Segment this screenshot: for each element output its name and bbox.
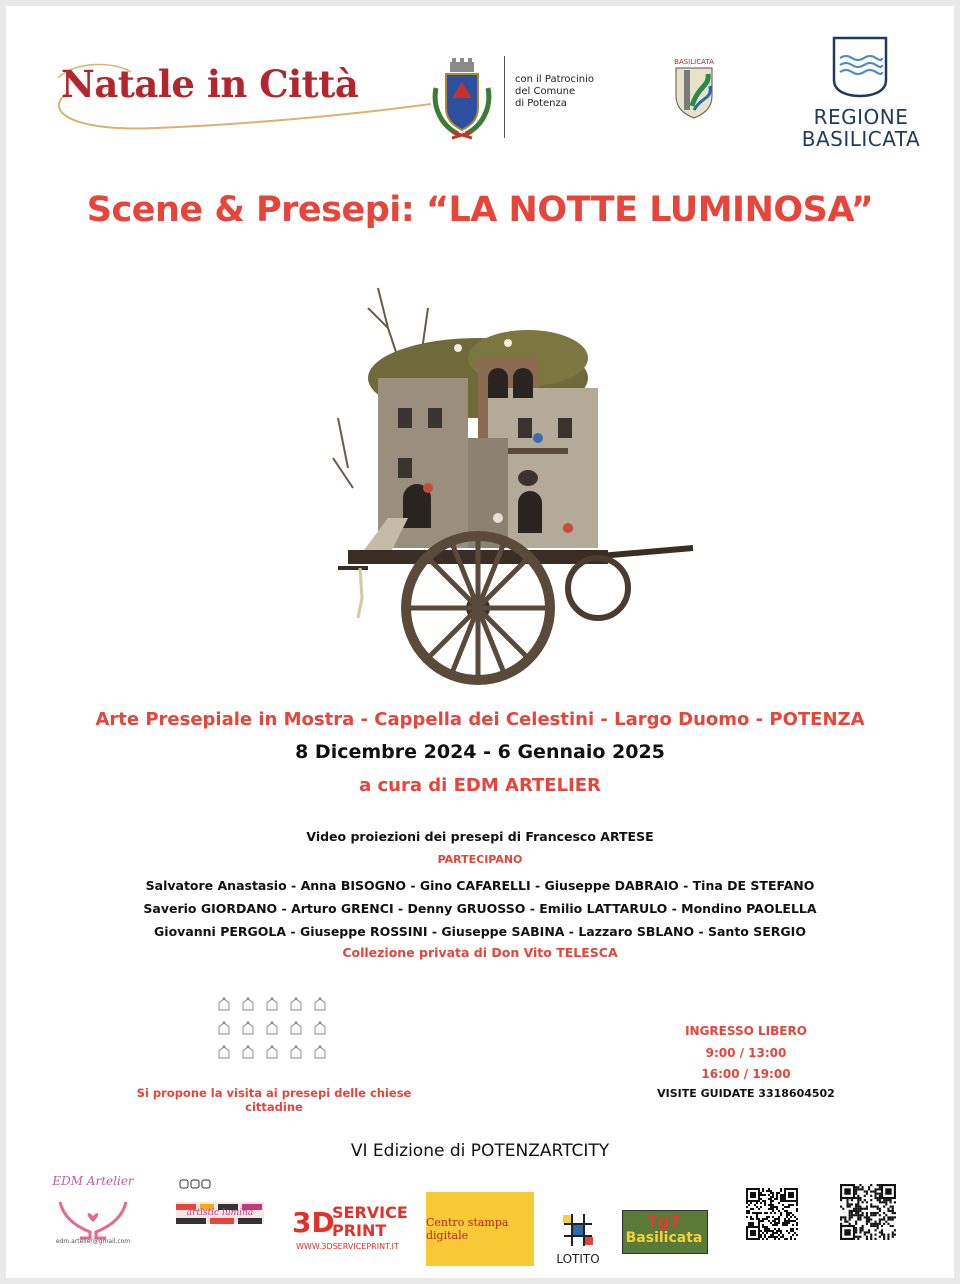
edm-signature: EDM Artelier	[52, 1174, 134, 1188]
video-credits: Video proiezioni dei presepi di Francesco ARTESE	[306, 829, 654, 844]
3d-service-print-big: 3D	[292, 1206, 335, 1239]
centro-stampa-text: Centro stampa digitale	[426, 1216, 509, 1242]
lotito-logo-icon	[560, 1212, 596, 1250]
edition-line: VI Edizione di POTENZARTCITY	[350, 1141, 610, 1161]
venue-line: Arte Presepiale in Mostra - Cappella dei Celestini - Largo Duomo - POTENZA	[95, 709, 865, 730]
guided-tours-phone: VISITE GUIDATE 3318604502	[657, 1087, 835, 1100]
church-icon	[260, 992, 284, 1016]
svg-text:BASILICATA: BASILICATA	[674, 58, 714, 66]
ingresso-libero: INGRESSO LIBERO	[685, 1024, 807, 1038]
exhibition-dates: 8 Dicembre 2024 - 6 Gennaio 2025	[295, 741, 665, 763]
lotito-text: LOTITO	[556, 1252, 600, 1266]
poster	[6, 6, 954, 1278]
participant-line: Saverio GIORDANO - Arturo GRENCI - Denny GRUOSSO - Emilio LATTARULO - Mondino PAOLELLA	[143, 901, 817, 916]
church-icon	[212, 1040, 236, 1064]
church-icon	[308, 1016, 332, 1040]
participant-names	[6, 874, 954, 943]
church-icon	[260, 1016, 284, 1040]
church-icon	[260, 1040, 284, 1064]
tg7-basilicata-text: Basilicata	[625, 1230, 703, 1246]
participant-line: Giovanni PERGOLA - Giuseppe ROSSINI - Giuseppe SABINA - Lazzaro SBLANO - Santo SERGIO	[154, 924, 806, 939]
church-icon	[236, 1016, 260, 1040]
church-icons-grid	[212, 992, 332, 1064]
qr-code-icon	[746, 1188, 798, 1240]
3d-service-print-url: WWW.3DSERVICEPRINT.IT	[296, 1242, 399, 1251]
tg7-text: Tg7	[647, 1212, 681, 1231]
church-icon	[212, 992, 236, 1016]
collezione-line: Collezione privata di Don Vito TELESCA	[342, 945, 618, 960]
header-divider	[504, 56, 505, 138]
potenza-crest-icon	[430, 58, 494, 142]
poster-title: Scene & Presepi: “LA NOTTE LUMINOSA”	[86, 190, 874, 230]
centro-stampa-logo	[426, 1192, 534, 1266]
basilicata-logo-icon	[670, 56, 718, 120]
patrocinio-text: con il Patrocinio del Comune di Potenza	[515, 74, 595, 109]
church-icon	[212, 1016, 236, 1040]
church-icon	[308, 992, 332, 1016]
church-icon	[284, 992, 308, 1016]
regione-basilicata-logo-icon	[832, 36, 888, 98]
qr-code-icon	[840, 1184, 896, 1240]
natale-in-citta-logo: Natale in Città	[61, 62, 359, 106]
3d-service-print-line2: PRINT	[332, 1221, 387, 1240]
regione-basilicata-text: REGIONE BASILICATA	[801, 105, 921, 151]
partecipano-label: PARTECIPANO	[437, 853, 523, 866]
opening-hours-morning: 9:00 / 13:00	[705, 1046, 787, 1060]
curator-line: a cura di EDM ARTELIER	[359, 775, 601, 796]
visit-note: Si propone la visita ai presepi delle chiese cittadine	[136, 1086, 412, 1114]
edm-email: edm.artelier@gmail.com	[55, 1238, 131, 1245]
participant-line: Salvatore Anastasio - Anna BISOGNO - Gino CAFARELLI - Giuseppe DABRAIO - Tina DE STEFANO	[145, 878, 815, 893]
3d-service-print-line1: SERVICE	[332, 1203, 408, 1222]
nativity-cart-illustration	[328, 268, 698, 688]
artistic-lumina-name: artistic lumina	[186, 1208, 254, 1218]
church-icon	[284, 1040, 308, 1064]
church-icon	[284, 1016, 308, 1040]
church-icon	[236, 1040, 260, 1064]
church-icon	[236, 992, 260, 1016]
church-icon	[308, 1040, 332, 1064]
opening-hours-afternoon: 16:00 / 19:00	[701, 1067, 791, 1081]
